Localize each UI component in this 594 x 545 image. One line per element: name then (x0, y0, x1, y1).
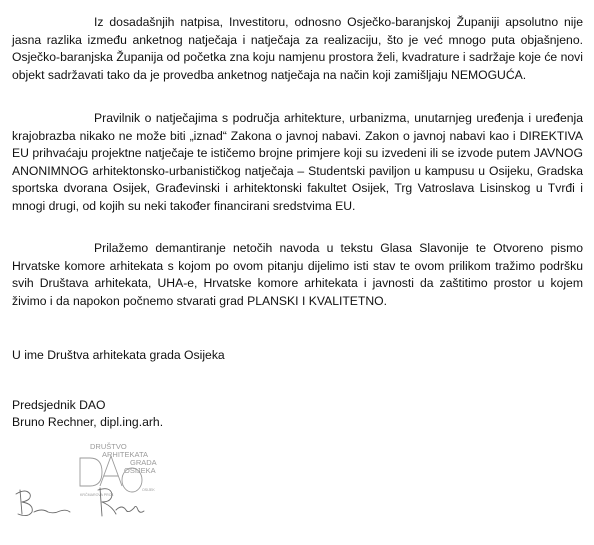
signatory-title: Predsjednik DAO (12, 398, 106, 412)
handwritten-signature (8, 478, 148, 528)
logo-line-1: DRUŠTVO (90, 442, 127, 451)
signature-stroke-3 (98, 488, 116, 516)
signature-graphic (8, 478, 148, 528)
paragraph-1: Iz dosadašnjih natpisa, Investitoru, odnosno Osječko-baranjskoj Županiji apsolutno nije jasna razlika između anketnog natječaja i natječaja za realizaciju, što je već mnogo puta objašnjeno. Osječko-baranjska Županija od početka zna koju namjenu prostora želi, kvadrature i sadržaje koje će novi objekt sadržavati tako da je provedba anketnog natječaja na način koji zamišljaju NEMOGUĆA. (12, 15, 583, 82)
paragraph-3: Prilažemo demantiranje netočih navoda u tekstu Glasa Slavonije te Otvoreno pismo Hrvatske komore arhitekata s kojom po ovom pitanju dijelimo isti stav te ovom prilikom tražimo podršku svih Društava arhitekata, UHA-e, Hrvatske komore arhitekata i javnosti da zaštitimo prostor u kojem živimo i da napokon počnemo stvarati grad PLANSKI I KVALITETNO. (12, 241, 583, 308)
signature-stroke-1 (16, 490, 32, 516)
signature-stroke-2 (34, 510, 70, 513)
signature-stroke-4 (116, 506, 144, 512)
paragraph-2: Pravilnik o natječajima s područja arhitekture, urbanizma, unutarnjeg uređenja i uređenja krajobrazba nikako ne može biti „iznad“ Zakona o javnoj nabavi. Zakon o javnoj nabavi kao i DIREKTIVA EU prihvaćaju projektne natječaje te ističemo brojne primjere koji su izvedeni ili se izvode putem JAVNOG ANONIMNOG arhitektonsko-urbanističkog natječaja – Studentski paviljon u kampusu u Osijeku, Gradska sportska dvorana Osijek, Građevinski i arhitektonski fakultet Osijek, Trg Vatroslava Lisinskog u Tvrđi i mnogi drugi, od kojih su neki također financirani sredstvima EU. (12, 111, 583, 213)
logo-small-right: OSIJEK (142, 488, 155, 492)
logo-line-2: ARHITEKATA (102, 450, 148, 459)
logo-line-3: GRADA (130, 458, 157, 467)
logo-line-4: OSIJEKA (124, 466, 156, 475)
closing-line: U ime Društva arhitekata grada Osijeka (12, 348, 225, 362)
signatory-name: Bruno Rechner, dipl.ing.arh. (12, 415, 164, 429)
logo-small-left: KRČMAROVA PROJ. (80, 493, 115, 497)
